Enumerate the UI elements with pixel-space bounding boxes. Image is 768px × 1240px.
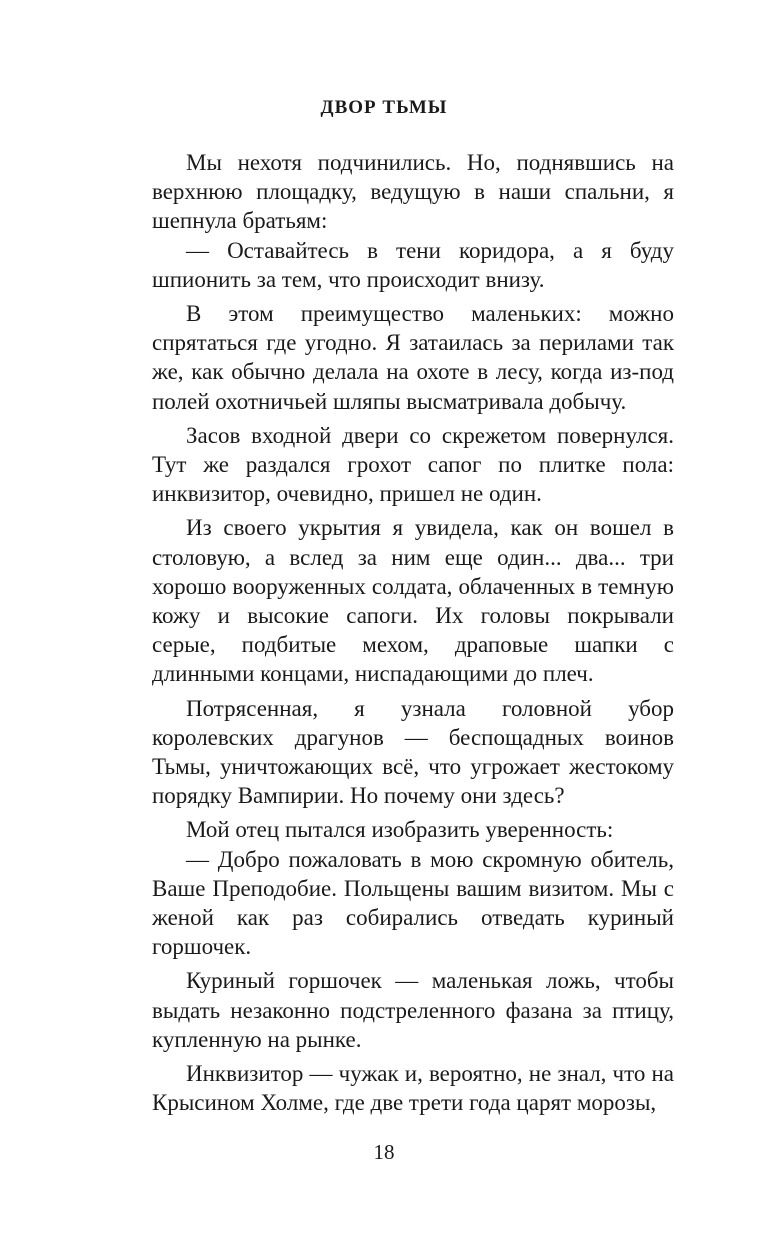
paragraph: Мой отец пытался изобразить уверенность: (186, 817, 614, 843)
paragraph: Из своего укрытия я увидела, как он вошел в столовую, а вслед за ним еще один... два... три хорошо вооруженных солдата, облаченных в темную кожу и высокие сапоги. Их головы покрывали серые, подбитые мехом, драповые шапки с длинными концами, ниспадающими до плеч. (152, 515, 674, 687)
running-head: ДВОР ТЬМЫ (320, 97, 448, 118)
paragraph: Инквизитор — чужак и, вероятно, не знал, что на Крысином Холме, где две трети года царят морозы, (152, 1061, 674, 1116)
paragraph: Куриный горшочек — маленькая ложь, чтобы выдать незаконно подстреленного фазана за птицу, купленную на рынке. (152, 968, 674, 1052)
paragraph: — Оставайтесь в тени коридора, а я буду шпионить за тем, что происходит внизу. (152, 237, 674, 292)
paragraph: Мы нехотя подчинились. Но, поднявшись на верхнюю площадку, ведущую в наши спальни, я шепнула братьям: (152, 150, 674, 234)
paragraph: В этом преимущество маленьких: можно спрятаться где угодно. Я затаилась за перилами так же, как обычно делала на охоте в лесу, когда из-под полей охотничьей шляпы высматривала добычу. (152, 301, 674, 414)
paragraph: — Добро пожаловать в мою скромную обитель, Ваше Преподобие. Польщены вашим визитом. Мы с женой как раз собирались отведать куриный горшочек. (152, 846, 674, 960)
page-number: 18 (373, 1140, 395, 1164)
paragraph: Потрясенная, я узнала головной убор королевских драгунов — беспощадных воинов Тьмы, уничтожающих всё, что угрожает жестокому порядку Вампирии. Но почему они здесь? (152, 695, 674, 809)
body-text (152, 148, 674, 1118)
paragraph: Засов входной двери со скрежетом повернулся. Тут же раздался грохот сапог по плитке пола: инквизитор, очевидно, пришел не один. (152, 422, 674, 507)
